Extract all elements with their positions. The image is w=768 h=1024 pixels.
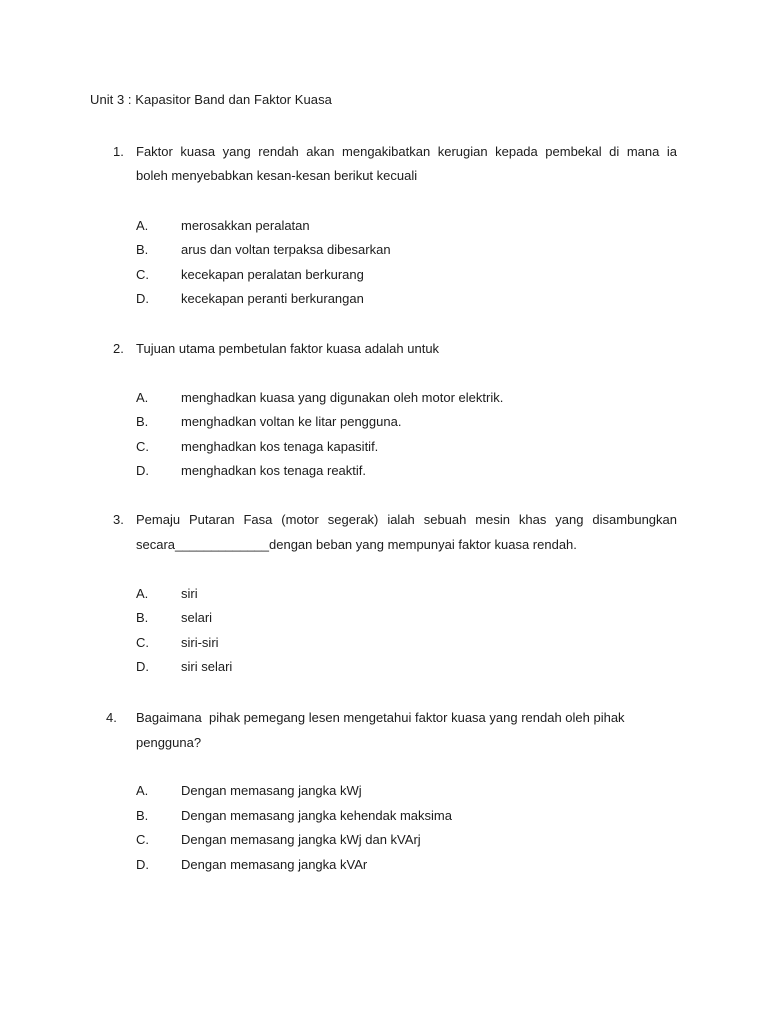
option-text: siri-siri	[181, 635, 219, 650]
option-text: kecekapan peralatan berkurang	[181, 267, 364, 282]
option-text: Dengan memasang jangka kWj dan kVArj	[181, 832, 421, 847]
option-letter: C.	[136, 267, 149, 282]
option-letter: C.	[136, 439, 149, 454]
question-text-line: secara_____________dengan beban yang mempunyai faktor kuasa rendah.	[136, 537, 577, 552]
question-text-line: Tujuan utama pembetulan faktor kuasa adalah untuk	[136, 341, 440, 356]
option-letter: A.	[136, 586, 149, 601]
option-text: siri	[181, 586, 198, 601]
question-text-line: Pemaju Putaran Fasa (motor segerak) ialah sebuah mesin khas yang disambungkan	[136, 512, 677, 527]
question-number: 1.	[113, 144, 124, 159]
option-letter: A.	[136, 218, 149, 233]
option-letter: C.	[136, 832, 149, 847]
option-text: siri selari	[181, 659, 233, 674]
option-letter: A.	[136, 783, 149, 798]
option-letter: B.	[136, 242, 149, 257]
option-letter: D.	[136, 659, 149, 674]
option-letter: B.	[136, 808, 149, 823]
question-text-line: pengguna?	[136, 735, 202, 750]
question-number: 4.	[106, 710, 117, 725]
option-letter: D.	[136, 857, 149, 872]
option-letter: D.	[136, 291, 149, 306]
option-text: menghadkan voltan ke litar pengguna.	[181, 414, 402, 429]
option-text: kecekapan peranti berkurangan	[181, 291, 364, 306]
option-text: Dengan memasang jangka kehendak maksima	[181, 808, 452, 823]
question-number: 2.	[113, 341, 124, 356]
option-letter: C.	[136, 635, 149, 650]
option-text: menghadkan kos tenaga reaktif.	[181, 463, 367, 478]
question-number: 3.	[113, 512, 124, 527]
option-letter: D.	[136, 463, 149, 478]
option-text: merosakkan peralatan	[181, 218, 310, 233]
option-text: arus dan voltan terpaksa dibesarkan	[181, 242, 391, 257]
option-text: Dengan memasang jangka kWj	[181, 783, 362, 798]
option-text: selari	[181, 610, 213, 625]
option-text: Dengan memasang jangka kVAr	[181, 857, 368, 872]
document-title: Unit 3 : Kapasitor Band dan Faktor Kuasa	[90, 92, 332, 107]
question-text-line: Faktor kuasa yang rendah akan mengakibatkan kerugian kepada pembekal di mana ia	[136, 144, 677, 159]
option-letter: A.	[136, 390, 149, 405]
question-text-line: boleh menyebabkan kesan-kesan berikut kecuali	[136, 168, 418, 183]
option-letter: B.	[136, 414, 149, 429]
option-letter: B.	[136, 610, 149, 625]
question-text-line: Bagaimana pihak pemegang lesen mengetahui faktor kuasa yang rendah oleh pihak	[136, 710, 625, 725]
option-text: menghadkan kuasa yang digunakan oleh motor elektrik.	[181, 390, 504, 405]
option-text: menghadkan kos tenaga kapasitif.	[181, 439, 379, 454]
